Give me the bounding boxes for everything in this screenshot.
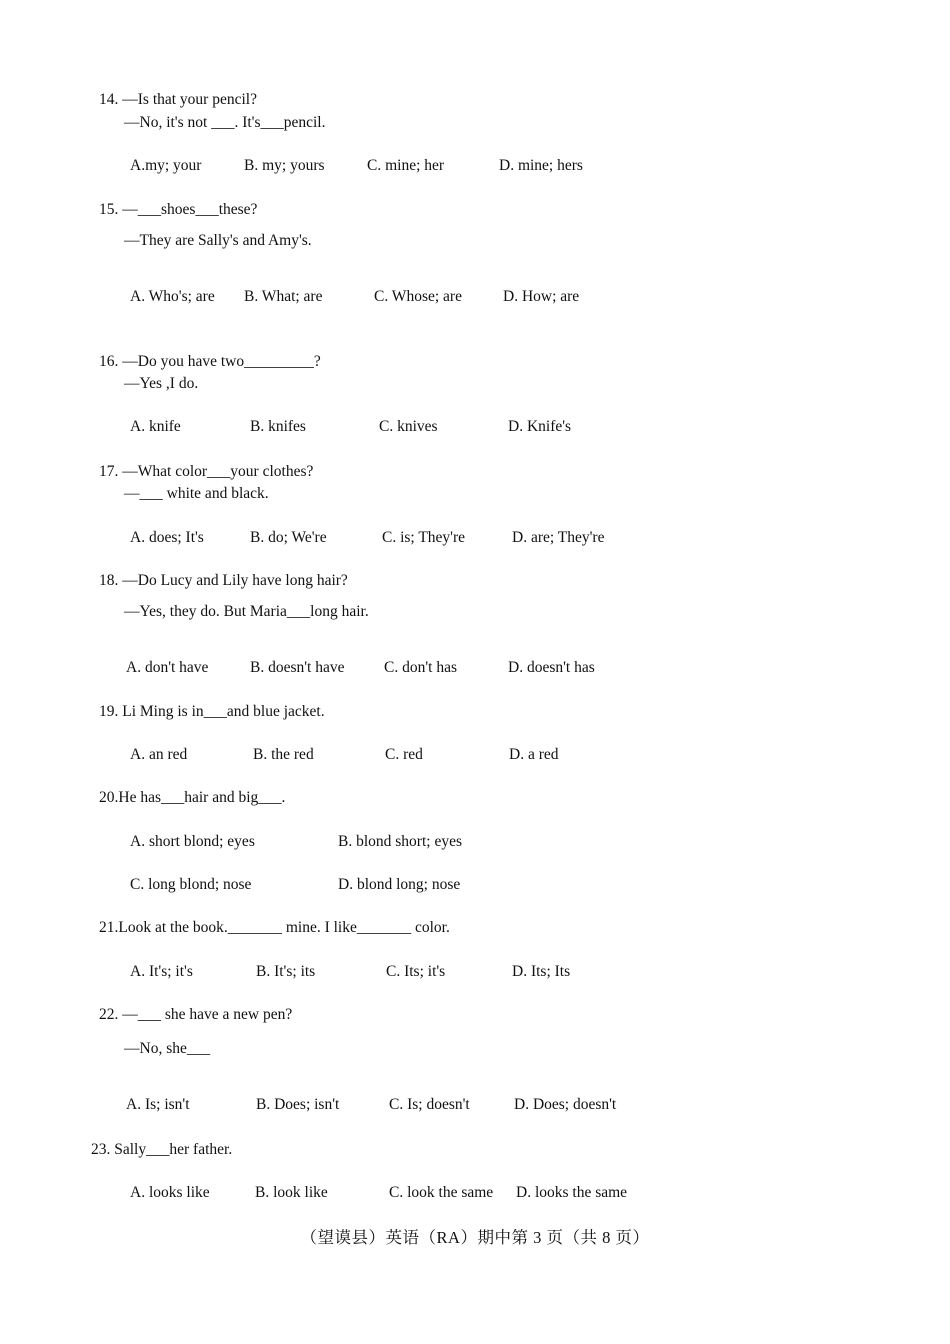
option-a: A. Who's; are [130, 288, 215, 305]
option-c: C. red [385, 746, 423, 763]
option-d: D. looks the same [516, 1184, 628, 1201]
question-answer-line: —Yes ,I do. [124, 375, 199, 392]
option-c: C. look the same [389, 1184, 494, 1201]
option-c: C. long blond; nose [130, 876, 252, 893]
option-a: A. knife [130, 418, 181, 435]
option-c: C. is; They're [382, 529, 466, 546]
option-a: A. Is; isn't [126, 1096, 190, 1113]
option-b: B. blond short; eyes [338, 833, 462, 850]
option-a: A. an red [130, 746, 188, 763]
option-a: A. looks like [130, 1184, 210, 1201]
option-b: B. my; yours [244, 157, 325, 174]
option-d: D. mine; hers [499, 157, 583, 174]
option-c: C. Whose; are [374, 288, 462, 305]
question-answer-line: —Yes, they do. But Maria___long hair. [124, 603, 369, 620]
question-stem: 20.He has___hair and big___. [99, 789, 286, 806]
option-d: D. are; They're [512, 529, 605, 546]
question-stem: 23. Sally___her father. [91, 1141, 233, 1158]
option-b: B. Does; isn't [256, 1096, 340, 1113]
option-d: D. doesn't has [508, 659, 595, 676]
page-footer: （望谟县）英语（RA）期中第 3 页（共 8 页） [300, 1228, 650, 1247]
option-a: A. don't have [126, 659, 209, 676]
option-d: D. How; are [503, 288, 580, 305]
option-a: A. short blond; eyes [130, 833, 255, 850]
question-stem: 21.Look at the book._______ mine. I like_______ color. [99, 919, 450, 936]
question-answer-line: —No, it's not ___. It's___pencil. [124, 114, 326, 131]
option-c: C. Its; it's [386, 963, 446, 980]
option-b: B. It's; its [256, 963, 316, 980]
question-answer-line: —They are Sally's and Amy's. [124, 232, 312, 249]
option-c: C. knives [379, 418, 438, 435]
option-a: A. does; It's [130, 529, 204, 546]
option-d: D. blond long; nose [338, 876, 461, 893]
option-d: D. Knife's [508, 418, 572, 435]
option-b: B. do; We're [250, 529, 327, 546]
option-b: B. the red [253, 746, 314, 763]
question-stem: 18. —Do Lucy and Lily have long hair? [99, 572, 348, 589]
option-a: A. It's; it's [130, 963, 193, 980]
option-c: C. don't has [384, 659, 457, 676]
question-answer-line: —___ white and black. [124, 485, 269, 502]
question-stem: 17. —What color___your clothes? [99, 463, 314, 480]
option-c: C. mine; her [367, 157, 445, 174]
option-b: B. What; are [244, 288, 323, 305]
option-a: A.my; your [130, 157, 202, 174]
question-stem: 16. —Do you have two_________? [99, 353, 321, 370]
question-answer-line: —No, she___ [124, 1040, 211, 1057]
option-b: B. look like [255, 1184, 328, 1201]
option-b: B. doesn't have [250, 659, 345, 676]
option-d: D. Does; doesn't [514, 1096, 617, 1113]
option-d: D. Its; Its [512, 963, 571, 980]
option-b: B. knifes [250, 418, 306, 435]
question-stem: 22. —___ she have a new pen? [99, 1006, 293, 1023]
question-stem: 19. Li Ming is in___and blue jacket. [99, 703, 325, 720]
option-c: C. Is; doesn't [389, 1096, 470, 1113]
question-stem: 14. —Is that your pencil? [99, 91, 257, 108]
question-stem: 15. —___shoes___these? [99, 201, 258, 218]
option-d: D. a red [509, 746, 559, 763]
